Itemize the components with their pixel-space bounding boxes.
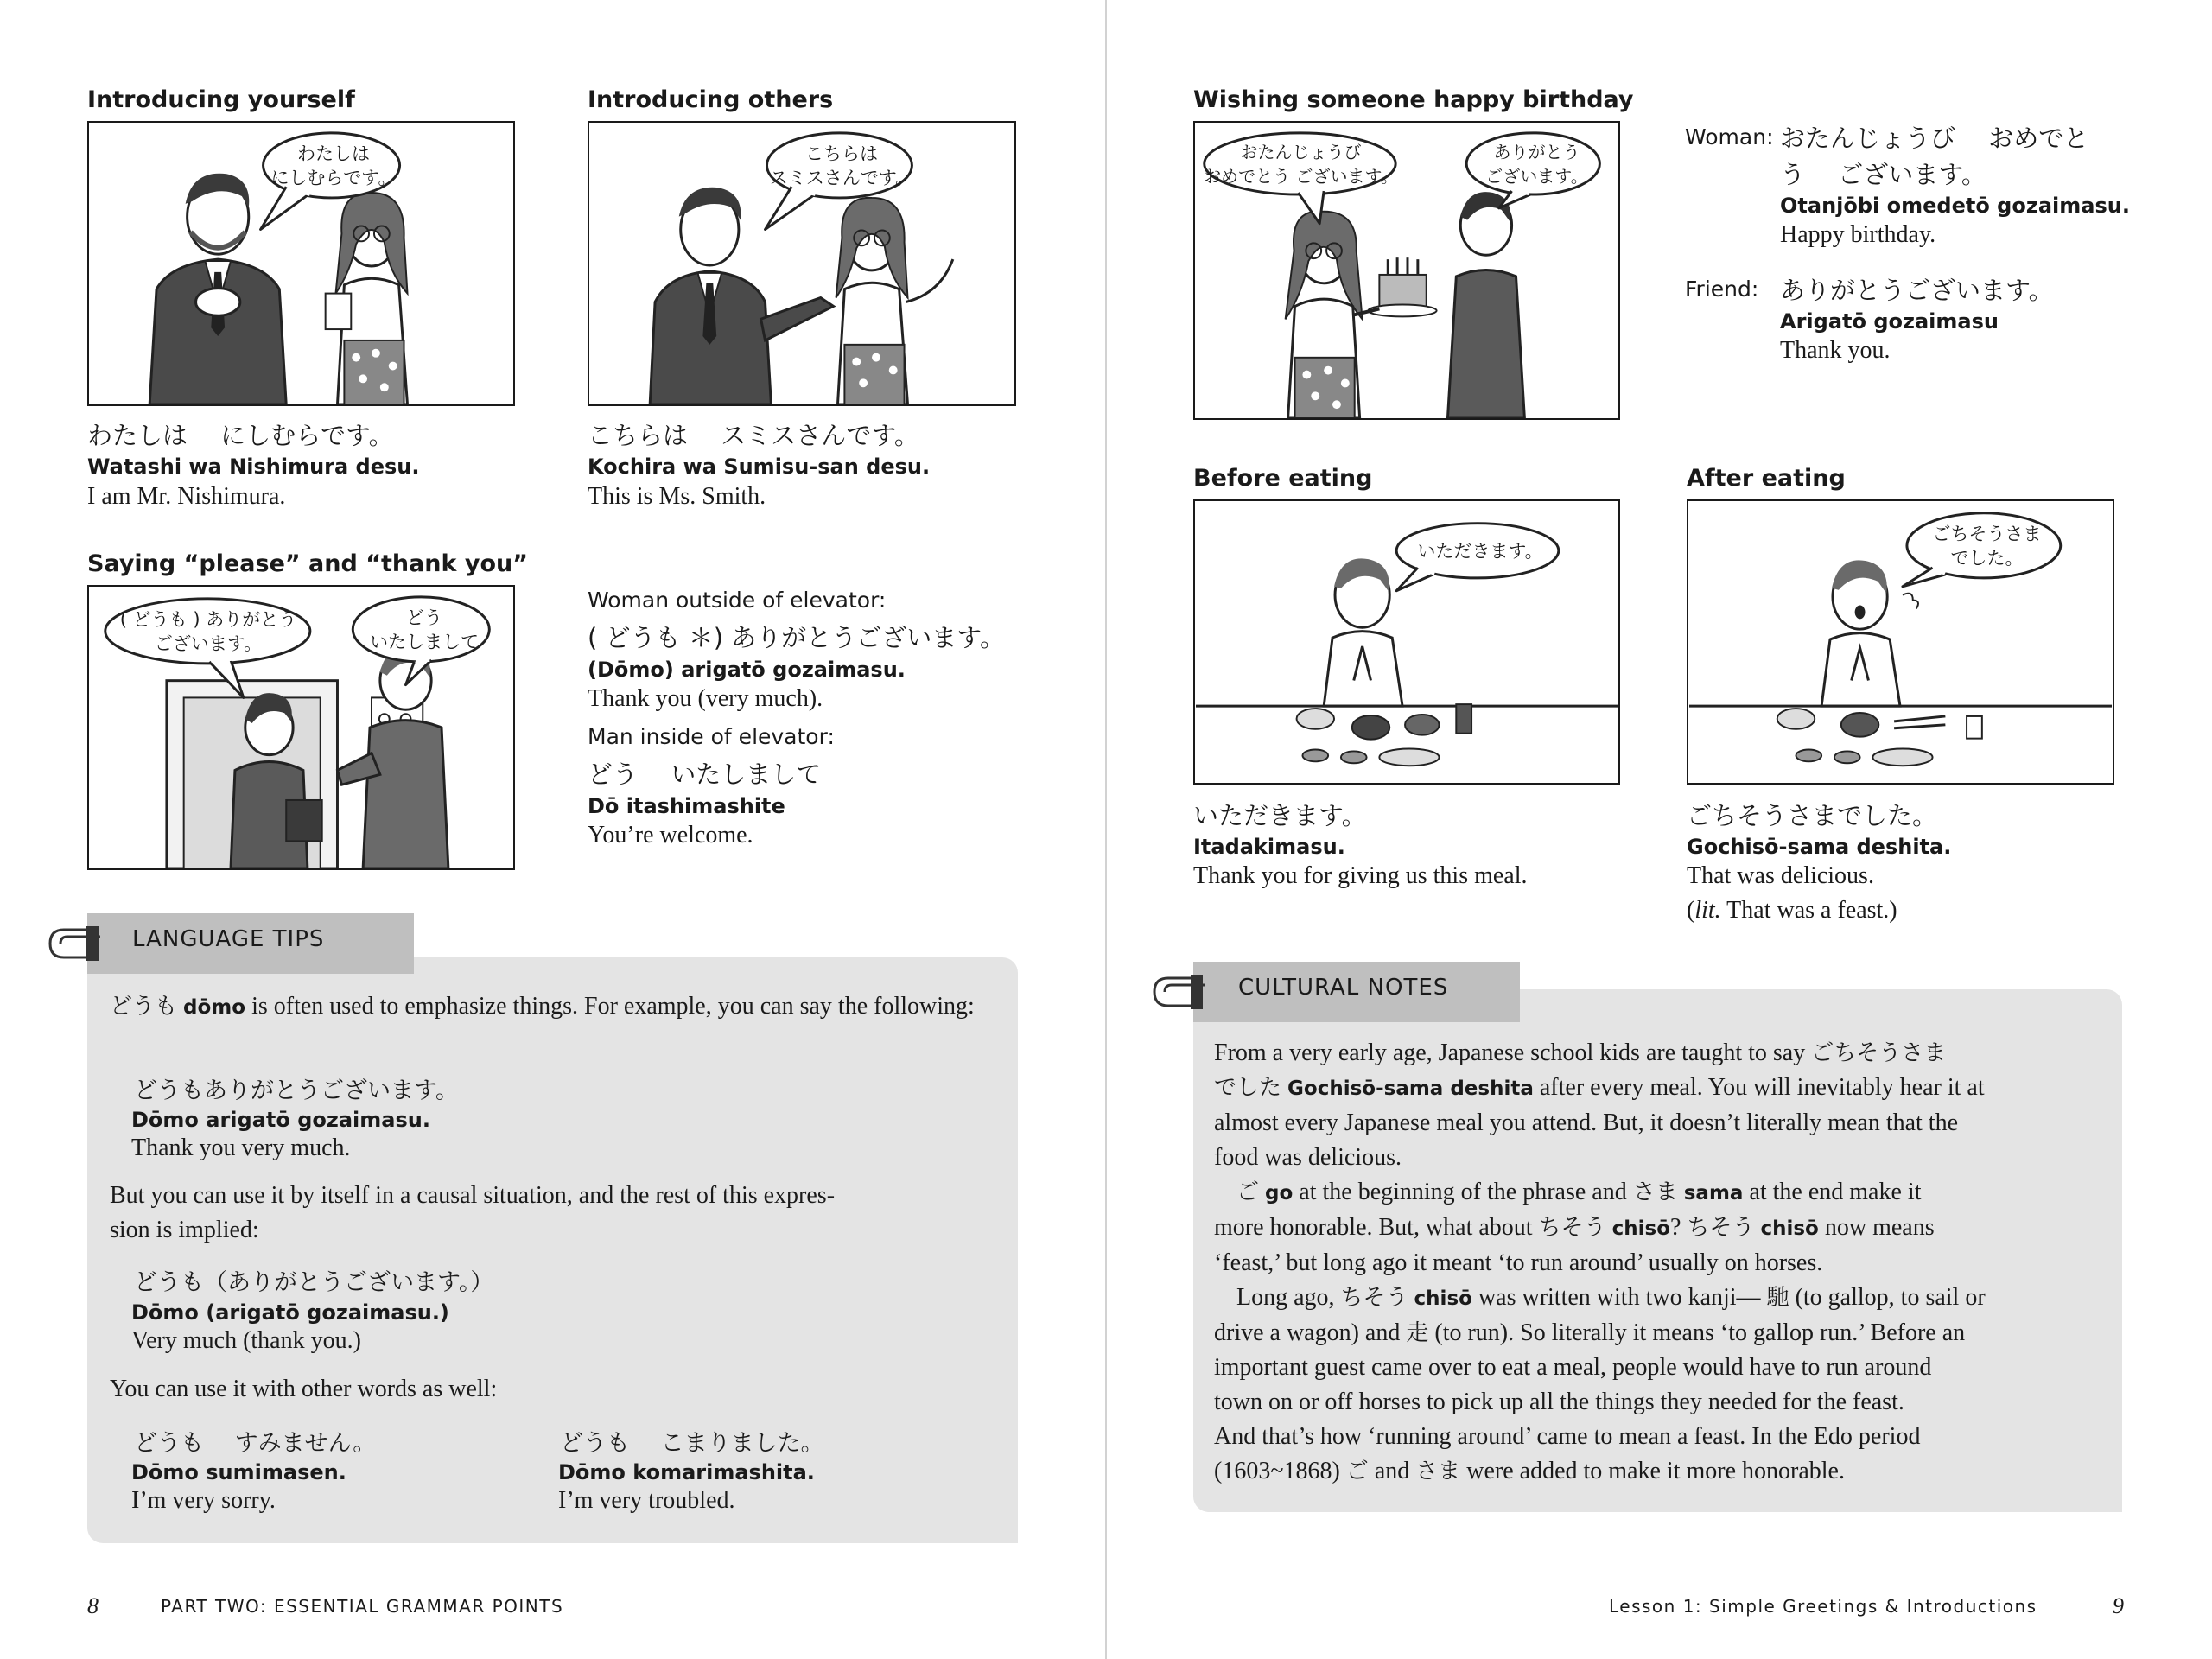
phrase-japanese: ( どうも ＊) ありがとうございます。 — [588, 623, 1005, 652]
phrase-romaji: Dō itashimashite — [588, 794, 785, 818]
speech-bubble-text-woman — [1204, 140, 1398, 188]
inline-japanese: ちそう — [1687, 1215, 1755, 1241]
inline-romaji: sama — [1683, 1182, 1744, 1205]
text: at the end make it — [1749, 1179, 1922, 1205]
phrase-romaji: Gochisō-sama deshita. — [1687, 835, 1952, 859]
bubble-line: わたしは — [297, 143, 370, 164]
speaker-label-woman: Woman outside of elevator: — [588, 588, 887, 613]
inline-japanese: さま — [1415, 1459, 1461, 1484]
paragraph-line: sion is implied: — [110, 1217, 259, 1243]
text: after every meal. You will inevitably hear it at — [1539, 1074, 1985, 1101]
phrase-romaji: Otanjōbi omedetō gozaimasu. — [1780, 194, 2130, 218]
literal-marker: lit. — [1694, 897, 1721, 924]
phrase-japanese: どう いたしまして — [588, 760, 822, 789]
phrase-english: Thank you for giving us this meal. — [1193, 862, 1528, 889]
illustration-introducing-yourself — [87, 121, 515, 406]
notes-line — [1214, 1454, 2113, 1489]
tips-paragraph-3: You can use it with other words as well: — [110, 1376, 498, 1402]
illustration-after-eating — [1687, 499, 2114, 785]
bubble-line: ございます。 — [154, 633, 263, 654]
inline-japanese: ご — [1345, 1459, 1369, 1484]
tips-paragraph-1 — [110, 989, 991, 1025]
running-footer-right — [1609, 1596, 2037, 1617]
inline-japanese: どうも — [110, 994, 178, 1020]
notes-line — [1214, 1175, 2113, 1211]
notes-line: food was delicious. — [1214, 1144, 1402, 1171]
inline-kanji: 走 — [1406, 1320, 1429, 1346]
example-japanese: どうも（ありがとうございます。） — [134, 1269, 494, 1296]
bubble-line: でした。 — [1950, 548, 2024, 569]
bubble-line: いただきます。 — [1417, 541, 1543, 562]
footer-part: PART TWO: — [161, 1596, 268, 1617]
bubble-line: いたしまして — [370, 632, 479, 652]
cultural-notes-title: CULTURAL NOTES — [1238, 975, 1449, 1001]
text: at the beginning of the phrase and — [1299, 1179, 1627, 1205]
phrase-romaji: Itadakimasu. — [1193, 835, 1345, 859]
page-number-left: 8 — [87, 1593, 99, 1618]
text: Long ago, — [1236, 1284, 1335, 1311]
heading-before-eating: Before eating — [1193, 465, 1373, 492]
running-footer-left — [161, 1596, 563, 1617]
speech-bubble-text — [264, 142, 403, 190]
example-romaji: Dōmo komarimashita. — [558, 1460, 815, 1484]
inline-japanese: ちそう — [1538, 1215, 1606, 1241]
text: drive a wagon) and — [1214, 1319, 1401, 1346]
text: From a very early age, Japanese school kids are taught to say — [1214, 1039, 1806, 1066]
paragraph-line: But you can use it by itself in a causal situation, and the rest of this expres- — [110, 1182, 836, 1209]
example-romaji: Dōmo (arigatō gozaimasu.) — [131, 1300, 449, 1325]
example-english: Very much (thank you.) — [131, 1327, 361, 1354]
text: were added to make it more honorable. — [1466, 1458, 1845, 1484]
notes-line: almost every Japanese meal you attend. But, it doesn’t literally mean that the — [1214, 1109, 1959, 1136]
heading-please-thank-you: Saying “please” and “thank you” — [87, 550, 528, 577]
text: ? — [1670, 1214, 1681, 1241]
page-number-right: 9 — [2113, 1593, 2124, 1618]
phrase-japanese: う ございます。 — [1780, 160, 1986, 189]
inline-romaji: go — [1265, 1182, 1294, 1205]
bubble-line: こちらは — [805, 143, 878, 164]
speaker-label-friend: Friend: — [1685, 276, 1759, 302]
inline-romaji: chisō — [1414, 1287, 1472, 1310]
example-japanese: どうも こまりました。 — [560, 1430, 824, 1457]
phrase-japanese: ごちそうさまでした。 — [1687, 801, 1938, 830]
example-english: Thank you very much. — [131, 1135, 351, 1161]
inline-japanese: ご — [1236, 1179, 1260, 1205]
phrase-romaji: Watashi wa Nishimura desu. — [87, 454, 420, 479]
cultural-notes-text — [1214, 1036, 2113, 1489]
bubble-line: どう — [406, 607, 442, 628]
text: (to run). So literally it means ‘to gallop run.’ Before an — [1434, 1319, 1966, 1346]
footer-section: ESSENTIAL GRAMMAR POINTS — [273, 1596, 564, 1617]
text: was written with two kanji— — [1478, 1284, 1761, 1311]
speaker-label-woman: Woman: — [1685, 124, 1774, 149]
inline-romaji: Gochisō-sama deshita — [1287, 1077, 1534, 1100]
illustration-elevator — [87, 585, 515, 870]
language-tips-title: LANGUAGE TIPS — [132, 926, 325, 952]
speaker-label-man: Man inside of elevator: — [588, 724, 835, 749]
example-english: I’m very troubled. — [558, 1487, 735, 1514]
cultural-notes-tab — [1193, 962, 1520, 1022]
phrase-romaji: Arigatō gozaimasu — [1780, 309, 1999, 334]
illustration-birthday — [1193, 121, 1620, 420]
text: more honorable. But, what about — [1214, 1214, 1533, 1241]
example-japanese: どうも すみません。 — [134, 1430, 377, 1457]
speech-bubble-text — [1911, 522, 2063, 570]
text: (1603~1868) — [1214, 1458, 1340, 1484]
phrase-english: This is Ms. Smith. — [588, 483, 766, 510]
inline-japanese: でした — [1214, 1075, 1282, 1101]
phrase-english-literal: (lit. That was a feast.) — [1687, 897, 1897, 924]
notes-line: And that’s how ‘running around’ came to mean a feast. In the Edo period — [1214, 1423, 1921, 1450]
text: and — [1374, 1458, 1410, 1484]
literal-text: That was a feast.) — [1726, 897, 1897, 924]
speech-bubble-text-woman — [105, 607, 312, 656]
notes-line — [1214, 1281, 2113, 1316]
notes-line — [1214, 1316, 2113, 1351]
bubble-line: おたんじょうび — [1240, 142, 1362, 162]
illustration-before-eating — [1193, 499, 1620, 785]
phrase-japanese: いただきます。 — [1193, 801, 1367, 830]
language-tips-tab — [87, 913, 414, 974]
speech-bubble-text — [1402, 539, 1558, 563]
heading-after-eating: After eating — [1687, 465, 1846, 492]
notes-line: important guest came over to eat a meal, people would have to run around — [1214, 1354, 1932, 1381]
speech-bubble-text-man — [355, 606, 493, 654]
inline-kanji: 馳 — [1766, 1285, 1789, 1311]
example-romaji: Dōmo sumimasen. — [131, 1460, 346, 1484]
inline-text: is often used to emphasize things. For example, you can say the following: — [251, 993, 975, 1020]
example-english: I’m very sorry. — [131, 1487, 276, 1514]
footer-title: Simple Greetings & Introductions — [1709, 1596, 2037, 1617]
page-gutter — [1105, 0, 1107, 1659]
heading-introducing-others: Introducing others — [588, 86, 834, 113]
phrase-romaji: (Dōmo) arigatō gozaimasu. — [588, 658, 906, 682]
bubble-line: ございます。 — [1485, 166, 1588, 187]
illustration-introducing-others — [588, 121, 1016, 406]
phrase-japanese: おたんじょうび おめでと — [1780, 124, 2089, 153]
inline-romaji: dōmo — [183, 996, 246, 1019]
binder-clip-icon — [43, 925, 104, 963]
notes-line — [1214, 1211, 2113, 1246]
phrase-english: You’re welcome. — [588, 822, 753, 849]
phrase-english: I am Mr. Nishimura. — [87, 483, 286, 510]
bubble-line: ありがとう — [1493, 142, 1580, 162]
bubble-line: ( どうも ) ありがとう — [119, 609, 297, 630]
notes-line — [1214, 1036, 2113, 1071]
example-romaji: Dōmo arigatō gozaimasu. — [131, 1108, 430, 1132]
bubble-line: おめでとう ございます。 — [1204, 166, 1398, 187]
text: (to gallop, to sail or — [1795, 1284, 1986, 1311]
inline-romaji: chisō — [1760, 1217, 1819, 1240]
heading-happy-birthday: Wishing someone happy birthday — [1193, 86, 1634, 113]
notes-line: town on or off horses to pick up all the things they needed for the feast. — [1214, 1389, 1904, 1415]
inline-japanese: さま — [1632, 1179, 1678, 1205]
speech-bubble-text — [768, 142, 915, 190]
inline-japanese: ごちそうさま — [1811, 1040, 1947, 1066]
footer-lesson: Lesson 1: — [1609, 1596, 1703, 1617]
notes-line — [1214, 1071, 2113, 1106]
speech-bubble-text-friend — [1470, 140, 1604, 188]
phrase-english: Happy birthday. — [1780, 221, 1936, 248]
notes-line: ‘feast,’ but long ago it meant ‘to run around’ usually on horses. — [1214, 1249, 1823, 1276]
tips-paragraph-2 — [110, 1179, 1000, 1248]
example-japanese: どうもありがとうございます。 — [134, 1077, 459, 1104]
bubble-line: スミスさんです。 — [769, 168, 914, 188]
binder-clip-icon — [1147, 973, 1208, 1011]
phrase-english: Thank you (very much). — [588, 685, 823, 712]
inline-japanese: ちそう — [1340, 1285, 1408, 1311]
bubble-line: ごちそうさま — [1932, 524, 2042, 544]
bubble-line: にしむらです。 — [270, 168, 397, 188]
phrase-japanese: ありがとうございます。 — [1780, 276, 2054, 305]
heading-introducing-yourself: Introducing yourself — [87, 86, 355, 113]
phrase-japanese: わたしは にしむらです。 — [87, 421, 394, 450]
text: now means — [1824, 1214, 1935, 1241]
inline-romaji: chisō — [1611, 1217, 1670, 1240]
phrase-japanese: こちらは スミスさんです。 — [588, 421, 919, 450]
phrase-english: Thank you. — [1780, 337, 1891, 364]
phrase-english: That was delicious. — [1687, 862, 1874, 889]
phrase-romaji: Kochira wa Sumisu-san desu. — [588, 454, 931, 479]
